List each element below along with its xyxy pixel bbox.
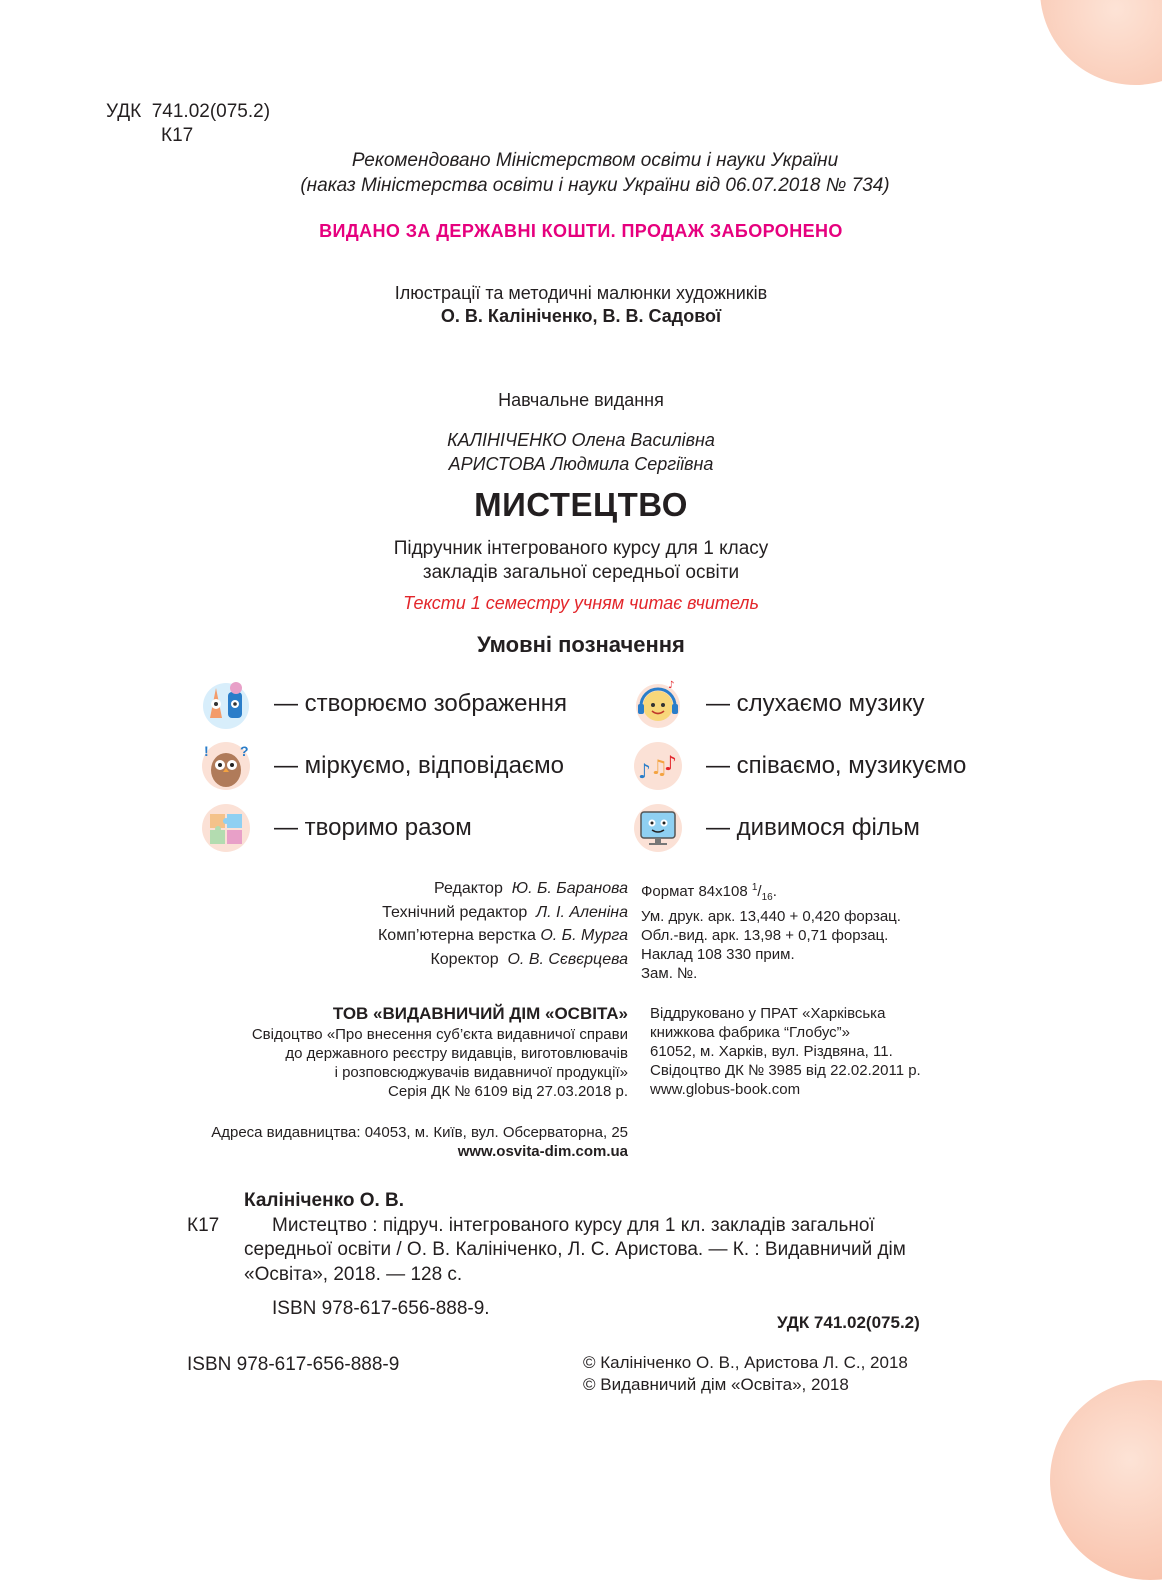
printer-line2: книжкова фабрика “Глобус”» (650, 1024, 851, 1041)
catalog-line1: Мистецтво : підруч. інтегрованого курсу для 1 кл. закладів загальної (272, 1214, 875, 1236)
svg-text:♪: ♪ (668, 680, 675, 691)
catalog-card (187, 1189, 987, 1322)
copyright-authors: © Калініченко О. В., Аристова Л. С., 2018 (583, 1353, 908, 1372)
udk-code: 741.02(075.2) (151, 101, 271, 122)
legend-item-listen (632, 678, 924, 730)
legend-item-together (200, 802, 472, 854)
publisher-website: www.osvita-dim.com.ua (457, 1143, 628, 1160)
catalog-line3: «Освіта», 2018. — 128 с. (244, 1263, 463, 1285)
printer-line4: Свідоцтво ДК № 3985 від 22.02.2011 р. (650, 1062, 921, 1079)
music-notes-icon (632, 740, 684, 792)
author-2: АРИСТОВА Людмила Сергіївна (448, 454, 714, 474)
legend-item-think (200, 740, 564, 792)
udk-label: УДК (106, 101, 142, 122)
book-title: МИСТЕЦТВО (474, 486, 688, 523)
publisher-cert4: Серія ДК № 6109 від 27.03.2018 р. (388, 1083, 628, 1100)
headphones-kid-icon (632, 678, 684, 730)
illustrations-artists: О. В. Калініченко, В. В. Садової (440, 306, 722, 326)
legend-heading: Умовні позначення (477, 632, 685, 657)
catalog-isbn: ISBN 978-617-656-888-9. (272, 1298, 490, 1319)
svg-text:♫: ♫ (650, 755, 668, 779)
publisher-block (150, 1003, 628, 1101)
printer-website: www.globus-book.com (650, 1081, 801, 1098)
recommendation-line2: (наказ Міністерства освіти і науки України від 06.07.2018 № 734) (300, 175, 890, 196)
catalog-line2: середньої освіти / О. В. Калініченко, Л. С. Аристова. — К. : Видавничий дім (244, 1239, 906, 1260)
bottom-isbn: ISBN 978-617-656-888-9 (187, 1354, 400, 1375)
edition-type: Навчальне видання (498, 390, 664, 410)
catalog-entry (187, 1214, 987, 1239)
printer-line1: Віддруковано у ПРАТ «Харківська (650, 1005, 886, 1022)
udk-k-code: К17 (161, 125, 194, 146)
recommendation-line1: Рекомендовано Міністерством освіти і науки України (351, 150, 839, 171)
format-line5: Зам. №. (641, 965, 698, 982)
state-notice: ВИДАНО ЗА ДЕРЖАВНІ КОШТИ. ПРОДАЖ ЗАБОРОНЕНО (319, 221, 843, 241)
format-line4: Наклад 108 330 прим. (641, 946, 795, 963)
credit-editor: Редактор Ю. Б. Баранова (433, 880, 628, 897)
legend-text-together: — творимо разом (274, 814, 472, 841)
tv-screen-icon (632, 802, 684, 854)
legend-text-think: — міркуємо, відповідаємо (274, 752, 565, 779)
legend-item-sing (632, 740, 966, 792)
printer-line3: 61052, м. Харків, вул. Різдвяна, 11. (650, 1043, 893, 1060)
format-line2: Ум. друк. арк. 13,440 + 0,420 форзац. (641, 908, 901, 925)
credit-proofreader: Коректор О. В. Сєвєрцева (430, 950, 628, 968)
printer-block (650, 1004, 921, 1099)
puzzle-icon (200, 802, 252, 854)
catalog-udk: УДК 741.02(075.2) (777, 1313, 920, 1332)
catalog-author: Калініченко О. В. (244, 1190, 405, 1211)
format-block (641, 878, 901, 983)
format-line3: Обл.-вид. арк. 13,98 + 0,71 форзац. (641, 927, 889, 944)
svg-text:♪: ♪ (638, 759, 651, 783)
author-1: КАЛІНІЧЕНКО Олена Василівна (447, 430, 715, 450)
recommendation (0, 148, 1162, 198)
corner-decoration-top (1040, 0, 1162, 85)
publisher-name: ТОВ «ВИДАВНИЧИЙ ДІМ «ОСВІТА» (332, 1004, 628, 1023)
credits (200, 877, 628, 971)
copyright-block (583, 1352, 908, 1396)
format-line1: Формат 84х108 $^1/_{16}$. (641, 882, 777, 903)
catalog-k: К17 (187, 1214, 220, 1236)
credit-tech-editor: Технічний редактор Л. І. Аленіна (382, 903, 628, 921)
legend-text-sing: — співаємо, музикуємо (706, 752, 967, 779)
authors (0, 428, 1162, 476)
subtitle (0, 537, 1162, 585)
publisher-address-block (100, 1123, 628, 1161)
publisher-address: Адреса видавництва: 04053, м. Київ, вул. Обсерваторна, 25 (211, 1124, 628, 1141)
publisher-cert3: і розповсюджувачів видавничої продукції» (334, 1064, 628, 1081)
legend-item-watch (632, 802, 920, 854)
publisher-cert1: Свідоцтво «Про внесення суб’єкта видавничої справи (251, 1026, 628, 1043)
illustrations-line1: Ілюстрації та методичні малюнки художників (394, 283, 768, 303)
teacher-note: Тексти 1 семестру учням читає вчитель (403, 593, 759, 613)
legend-text-listen: — слухаємо музику (706, 690, 925, 717)
owl-question-icon (200, 740, 252, 792)
svg-text:♪: ♪ (664, 751, 677, 775)
corner-decoration-bottom (1050, 1380, 1162, 1580)
legend-text-watch: — дивимося фільм (706, 814, 920, 841)
svg-text:?: ? (240, 743, 249, 759)
svg-text:!: ! (204, 743, 209, 759)
udk-header (106, 100, 270, 148)
publisher-cert2: до державного реєстру видавців, виготовлювачів (285, 1045, 628, 1062)
painting-kids-icon (200, 678, 252, 730)
subtitle-line2: закладів загальної середньої освіти (422, 562, 740, 583)
illustrations (0, 282, 1162, 328)
credit-layout: Комп’ютерна верстка О. Б. Мурга (377, 927, 628, 944)
legend-text-create: — створюємо зображення (274, 690, 568, 717)
copyright-publisher: © Видавничий дім «Освіта», 2018 (583, 1375, 849, 1394)
legend-item-create (200, 678, 567, 730)
subtitle-line1: Підручник інтегрованого курсу для 1 класу (393, 538, 769, 559)
